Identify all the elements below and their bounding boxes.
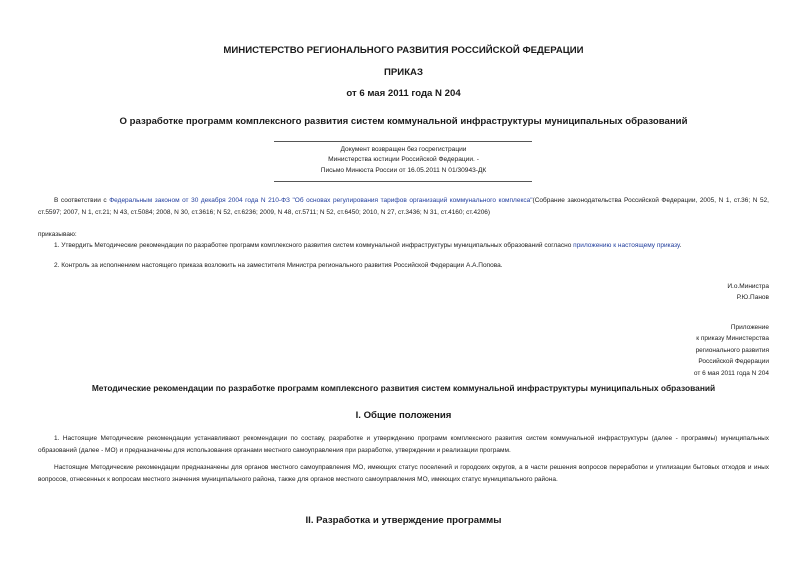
registration-note-line3: Письмо Минюста России от 16.05.2011 N 01/30943-ДК	[320, 167, 487, 174]
ministry-title: МИНИСТЕРСТВО РЕГИОНАЛЬНОГО РАЗВИТИЯ РОССИЙСКОЙ ФЕДЕРАЦИИ	[223, 45, 584, 56]
section1-para2: Настоящие Методические рекомендации предназначены для органов местного самоуправления МО, имеющих статус поселений и городских округов, а в части решения вопросов переработки и утилизации бытовых отходов и иных вопросов, отнесенных к вопросам местного значения муниципального района, также для органов местного самоуправления МО, имеющих статус муниципального района.	[38, 464, 769, 483]
appendix-line5: от 6 мая 2011 года N 204	[693, 369, 769, 377]
federal-law-link[interactable]: Федеральным законом от 30 декабря 2004 года N 210-ФЗ "Об основах регулирования тарифов организаций коммунального комплекса"	[109, 197, 533, 204]
signature-block	[727, 281, 769, 304]
preamble-text-before: В соответствии с	[54, 197, 110, 204]
signature-name: Р.Ю.Панов	[736, 294, 769, 302]
recommendations-title: Методические рекомендации по разработке программ комплексного развития систем коммунальной инфраструктуры муниципальных образований	[91, 383, 716, 393]
signature-position: И.о.Министра	[727, 283, 769, 290]
item2-paragraph: 2. Контроль за исполнением настоящего приказа возложить на заместителя Министра регионального развития Российской Федерации А.А.Попова.	[54, 262, 503, 269]
appendix-line3: регионального развития	[695, 346, 769, 354]
bottom-divider	[274, 181, 532, 182]
doc-date-number: от 6 мая 2011 года N 204	[346, 88, 461, 99]
section1-title: I. Общие положения	[355, 410, 452, 421]
appendix-link[interactable]: приложению к настоящему приказу	[573, 242, 680, 249]
preamble-text-after: (Собрание законодательства Российской Федерации, 2005, N 1, ст.36; N 52, ст.5597; 2007, N 1, ст.21; N 43, ст.5084; 2008, N 30, ст.3616; N 52, ст.6236; 2009, N 48, ст.5711; N 52, ст.6450; 2010, N 27, ст.3436; N 31, ст.4160; ст.4206)	[38, 197, 769, 216]
doc-type-title: ПРИКАЗ	[384, 67, 423, 78]
preamble-paragraph	[38, 195, 769, 218]
item1-paragraph	[38, 240, 769, 252]
item1-text-after: .	[679, 242, 682, 249]
order-word: приказываю:	[38, 231, 77, 238]
doc-subject: О разработке программ комплексного развития систем коммунальной инфраструктуры муниципальных образований	[119, 116, 688, 127]
registration-note-line1: Документ возвращен без госрегистрации	[340, 146, 467, 153]
appendix-block	[694, 322, 769, 379]
appendix-line2: к приказу Министерства	[696, 335, 769, 343]
section2-title: II. Разработка и утверждение программы	[305, 515, 502, 526]
section1-para1: 1. Настоящие Методические рекомендации устанавливают рекомендации по составу, разработке и утверждению программ комплексного развития систем коммунальной инфраструктуры (далее - программы) муниципальных образований (далее - МО) и предназначены для использования органами местного самоуправления при разработке, утверждении и реализации программ.	[38, 435, 769, 454]
registration-note-line2: Министерства юстиции Российской Федерации. -	[328, 156, 479, 163]
appendix-line4: Российской Федерации	[698, 358, 769, 366]
item1-text-before: 1. Утвердить Методические рекомендации по разработке программ комплексного развития систем коммунальной инфраструктуры муниципальных образований согласно	[54, 242, 574, 249]
top-divider	[274, 141, 532, 142]
appendix-line1: Приложение	[730, 324, 769, 331]
